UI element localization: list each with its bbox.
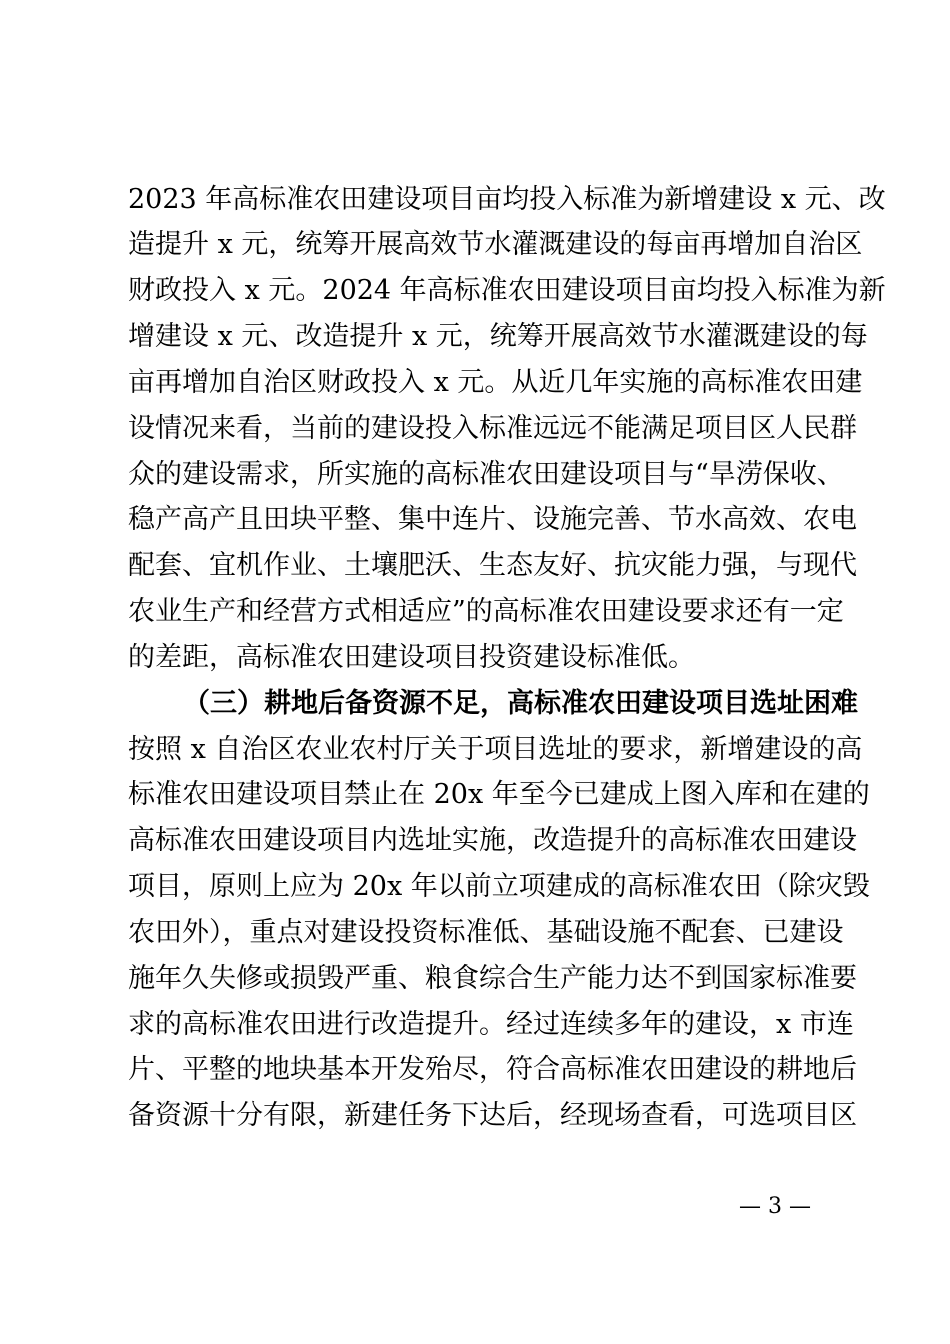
text-line: 配套、宜机作业、土壤肥沃、生态友好、抗灾能力强，与现代 [128, 550, 857, 581]
text-line: 农田外），重点对建设投资标准低、基础设施不配套、已建设 [128, 917, 844, 948]
text-line: 稳产高产且田块平整、集中连片、设施完善、节水高效、农电 [128, 504, 857, 535]
section-heading: （三）耕地后备资源不足，高标准农田建设项目选址困难 [183, 688, 858, 719]
text-line: 众的建设需求，所实施的高标准农田建设项目与“旱涝保收、 [128, 459, 844, 490]
text-line: 高标准农田建设项目内选址实施，改造提升的高标准农田建设 [128, 825, 857, 856]
text-line: 增建设 x 元、改造提升 x 元，统筹开展高效节水灌溉建设的每 [128, 321, 868, 352]
text-line: 求的高标准农田进行改造提升。经过连续多年的建设，x 市连 [128, 1009, 854, 1040]
text-line: 农业生产和经营方式相适应”的高标准农田建设要求还有一定 [128, 596, 844, 627]
text-line: 片、平整的地块基本开发殆尽，符合高标准农田建设的耕地后 [128, 1054, 857, 1085]
text-line: 亩再增加自治区财政投入 x 元。从近几年实施的高标准农田建 [128, 367, 863, 398]
page-number: — 3 — [739, 1194, 811, 1219]
text-line: 设情况来看，当前的建设投入标准远远不能满足项目区人民群 [128, 413, 857, 444]
text-line: 施年久失修或损毁严重、粮食综合生产能力达不到国家标准要 [128, 963, 857, 994]
text-line: 的差距，高标准农田建设项目投资建设标准低。 [128, 642, 695, 673]
text-line: 财政投入 x 元。2024 年高标准农田建设项目亩均投入标准为新 [128, 275, 886, 306]
text-line: 2023 年高标准农田建设项目亩均投入标准为新增建设 x 元、改 [128, 184, 886, 215]
text-line: 标准农田建设项目禁止在 20x 年至今已建成上图入库和在建的 [128, 779, 870, 810]
text-line: 备资源十分有限，新建任务下达后，经现场查看，可选项目区 [128, 1100, 857, 1131]
text-line: 按照 x 自治区农业农村厅关于项目选址的要求，新增建设的高 [128, 734, 863, 765]
text-line: 造提升 x 元，统筹开展高效节水灌溉建设的每亩再增加自治区 [128, 229, 863, 260]
text-line: 项目，原则上应为 20x 年以前立项建成的高标准农田（除灾毁 [128, 871, 870, 902]
